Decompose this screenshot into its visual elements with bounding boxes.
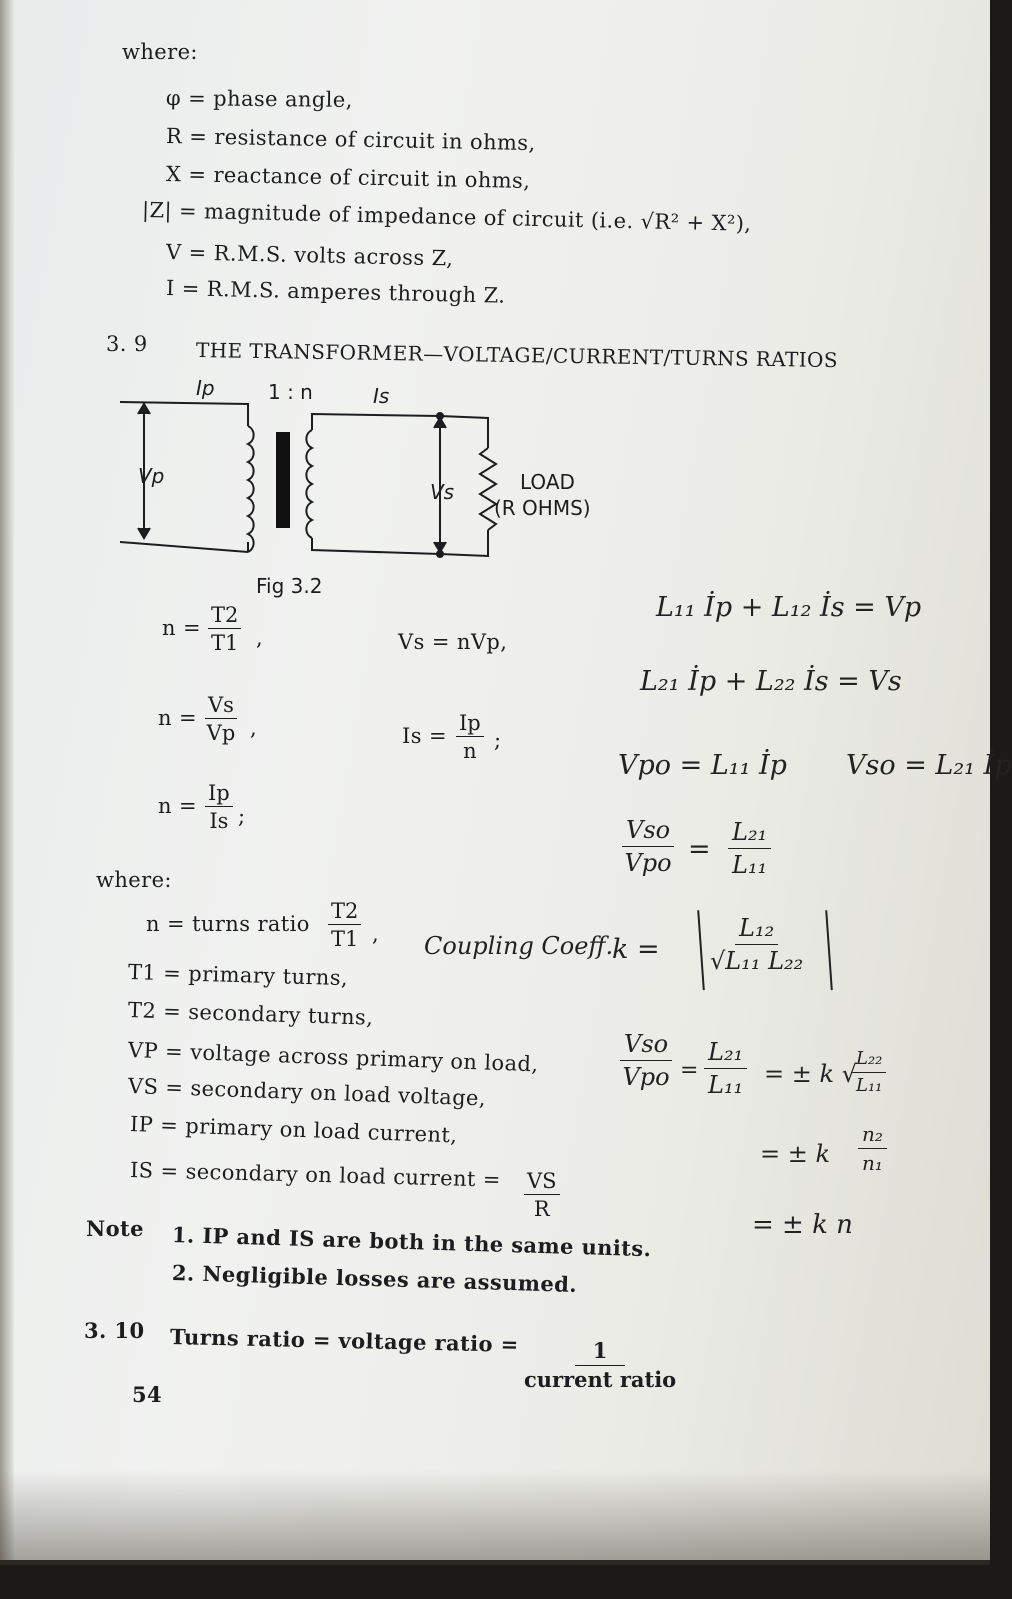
section-title-3-9: THE TRANSFORMER—VOLTAGE/CURRENT/TURNS RATIOS bbox=[195, 338, 839, 373]
fig-vs-label: Vs bbox=[430, 480, 455, 504]
page-number: 54 bbox=[132, 1382, 163, 1407]
note-label: Note bbox=[86, 1216, 144, 1241]
fig-ip-label: Ip bbox=[196, 376, 215, 400]
def-volts: V = R.M.S. volts across Z, bbox=[165, 240, 454, 271]
handwritten-ratio-2-num: Vso bbox=[620, 1032, 672, 1061]
handwritten-ratio-1-rnum: L₂₁ bbox=[728, 820, 771, 849]
section-3-10-numerator: 1 bbox=[575, 1340, 626, 1366]
handwritten-eq-3b: Vso = L₂₁ İp bbox=[846, 750, 1012, 781]
handwritten-ratio-1-left bbox=[622, 818, 674, 876]
handwritten-coupling-label: Coupling Coeff. bbox=[424, 932, 614, 960]
turns-ratio-tail: , bbox=[372, 922, 380, 946]
handwritten-ratio-2-mnum: L₂₁ bbox=[704, 1040, 747, 1069]
eq3-numerator: Ip bbox=[205, 782, 233, 807]
section-3-10-text: Turns ratio = voltage ratio = bbox=[169, 1324, 519, 1357]
where-label-mid: where: bbox=[96, 868, 172, 892]
page-bottom-shadow bbox=[0, 1470, 990, 1565]
secondary-current-denominator: R bbox=[533, 1197, 550, 1222]
handwritten-ratio-2-den: Vpo bbox=[622, 1063, 670, 1092]
turns-ratio-denominator: T1 bbox=[331, 927, 359, 952]
eq3-fraction bbox=[205, 782, 233, 832]
eq2-denominator: Vp bbox=[206, 721, 236, 746]
handwritten-eq-1: L₁₁ İp + L₁₂ İs = Vp bbox=[656, 592, 922, 623]
where-label-top: where: bbox=[122, 40, 198, 64]
eq2-lhs: n = bbox=[158, 706, 197, 730]
def-resistance: R = resistance of circuit in ohms, bbox=[165, 124, 536, 156]
def-secondary-current: IS = secondary on load current = bbox=[129, 1158, 502, 1192]
handwritten-k-equals: k = bbox=[612, 934, 660, 965]
top-node bbox=[436, 412, 444, 420]
handwritten-ratio-1-right bbox=[728, 820, 771, 878]
handwritten-eq-2: L₂₁ İp + L₂₂ İs = Vs bbox=[640, 666, 902, 697]
def-reactance: X = reactance of circuit in ohms, bbox=[165, 162, 531, 193]
eq3-lhs: n = bbox=[158, 794, 197, 818]
fig-vp-label: Vp bbox=[138, 464, 165, 488]
secondary-current-fraction bbox=[524, 1170, 560, 1220]
is-numerator: Ip bbox=[456, 712, 484, 737]
turns-ratio-numerator: T2 bbox=[328, 900, 361, 925]
note-item-1: 1. IP and IS are both in the same units. bbox=[171, 1222, 652, 1262]
handwritten-ratio-2-left bbox=[620, 1032, 672, 1090]
section-3-10-denominator: current ratio bbox=[524, 1367, 677, 1393]
section-number-3-9: 3. 9 bbox=[106, 332, 148, 356]
fig-is-label: Is bbox=[373, 384, 390, 408]
is-tail: ; bbox=[494, 728, 502, 752]
turns-ratio-fraction bbox=[328, 900, 361, 950]
handwritten-ratio-1-rden: L₁₁ bbox=[732, 851, 768, 880]
eq3-tail: ; bbox=[238, 804, 246, 828]
secondary-current-numerator: VS bbox=[524, 1170, 560, 1195]
def-amperes: I = R.M.S. amperes through Z. bbox=[165, 276, 506, 308]
handwritten-n-den: n₁ bbox=[862, 1151, 883, 1175]
def-turns-ratio: n = turns ratio bbox=[146, 912, 310, 936]
handwritten-eq-3a: Vpo = L₁₁ İp bbox=[618, 750, 787, 781]
handwritten-k-den: √L₁₁ L₂₂ bbox=[710, 947, 804, 976]
eq1-tail: , bbox=[256, 626, 264, 650]
is-fraction bbox=[456, 712, 484, 762]
handwritten-k-fraction bbox=[710, 916, 803, 974]
is-equation-lhs: Is = bbox=[402, 724, 447, 748]
abs-bar-right bbox=[825, 910, 839, 990]
def-secondary-turns: T2 = secondary turns, bbox=[127, 998, 374, 1030]
abs-bar-left bbox=[697, 910, 711, 990]
handwritten-n-num: n₂ bbox=[858, 1124, 887, 1149]
handwritten-ratio-2-sden: L₁₁ bbox=[856, 1074, 883, 1096]
page-gutter-shadow bbox=[0, 0, 14, 1560]
def-primary-current: IP = primary on load current, bbox=[129, 1112, 458, 1148]
handwritten-ratio-2-eq2: = ± k √ bbox=[764, 1060, 857, 1088]
handwritten-k-num: L₁₂ bbox=[735, 916, 778, 945]
def-phase-angle: φ = phase angle, bbox=[165, 86, 353, 112]
eq2-numerator: Vs bbox=[205, 694, 237, 719]
section-3-10-fraction bbox=[524, 1340, 676, 1391]
handwritten-ratio-2-eq1: = bbox=[680, 1058, 699, 1083]
def-primary-voltage: VP = voltage across primary on load, bbox=[127, 1038, 539, 1077]
handwritten-ratio-2-mid bbox=[704, 1040, 747, 1098]
eq3-denominator: Is bbox=[209, 809, 229, 834]
fig-load-ohms-label: (R OHMS) bbox=[494, 496, 591, 520]
handwritten-k-n: = ± k n bbox=[752, 1210, 853, 1240]
bottom-node bbox=[436, 550, 444, 558]
section-number-3-10: 3. 10 bbox=[84, 1318, 145, 1343]
def-primary-turns: T1 = primary turns, bbox=[127, 960, 349, 991]
fig-caption: Fig 3.2 bbox=[256, 574, 323, 598]
fig-ratio-label: 1 : n bbox=[268, 380, 313, 404]
handwritten-n-fraction bbox=[858, 1124, 887, 1174]
handwritten-ratio-1-equals: = bbox=[688, 834, 711, 865]
eq2-fraction bbox=[205, 694, 237, 744]
handwritten-k-n-ratio: = ± k bbox=[760, 1140, 831, 1168]
handwritten-ratio-2-snum: L₂₂ bbox=[852, 1050, 886, 1073]
handwritten-ratio-2-mden: L₁₁ bbox=[708, 1071, 744, 1100]
eq2-tail: , bbox=[250, 716, 258, 740]
handwritten-ratio-1-den: Vpo bbox=[624, 849, 672, 878]
vs-equation: Vs = nVp, bbox=[398, 630, 508, 654]
handwritten-ratio-2-sqrt bbox=[852, 1050, 886, 1096]
eq1-fraction bbox=[208, 604, 241, 654]
def-secondary-voltage: VS = secondary on load voltage, bbox=[127, 1074, 487, 1111]
eq1-denominator: T1 bbox=[211, 631, 239, 656]
eq1-numerator: T2 bbox=[208, 604, 241, 629]
note-item-2: 2. Negligible losses are assumed. bbox=[171, 1260, 578, 1298]
handwritten-ratio-1-num: Vso bbox=[622, 818, 674, 847]
fig-load-label: LOAD bbox=[520, 470, 575, 494]
is-denominator: n bbox=[463, 739, 477, 764]
def-impedance: |Z| = magnitude of impedance of circuit (i.e. √R² + X²), bbox=[141, 198, 752, 236]
eq1-lhs: n = bbox=[162, 616, 201, 640]
